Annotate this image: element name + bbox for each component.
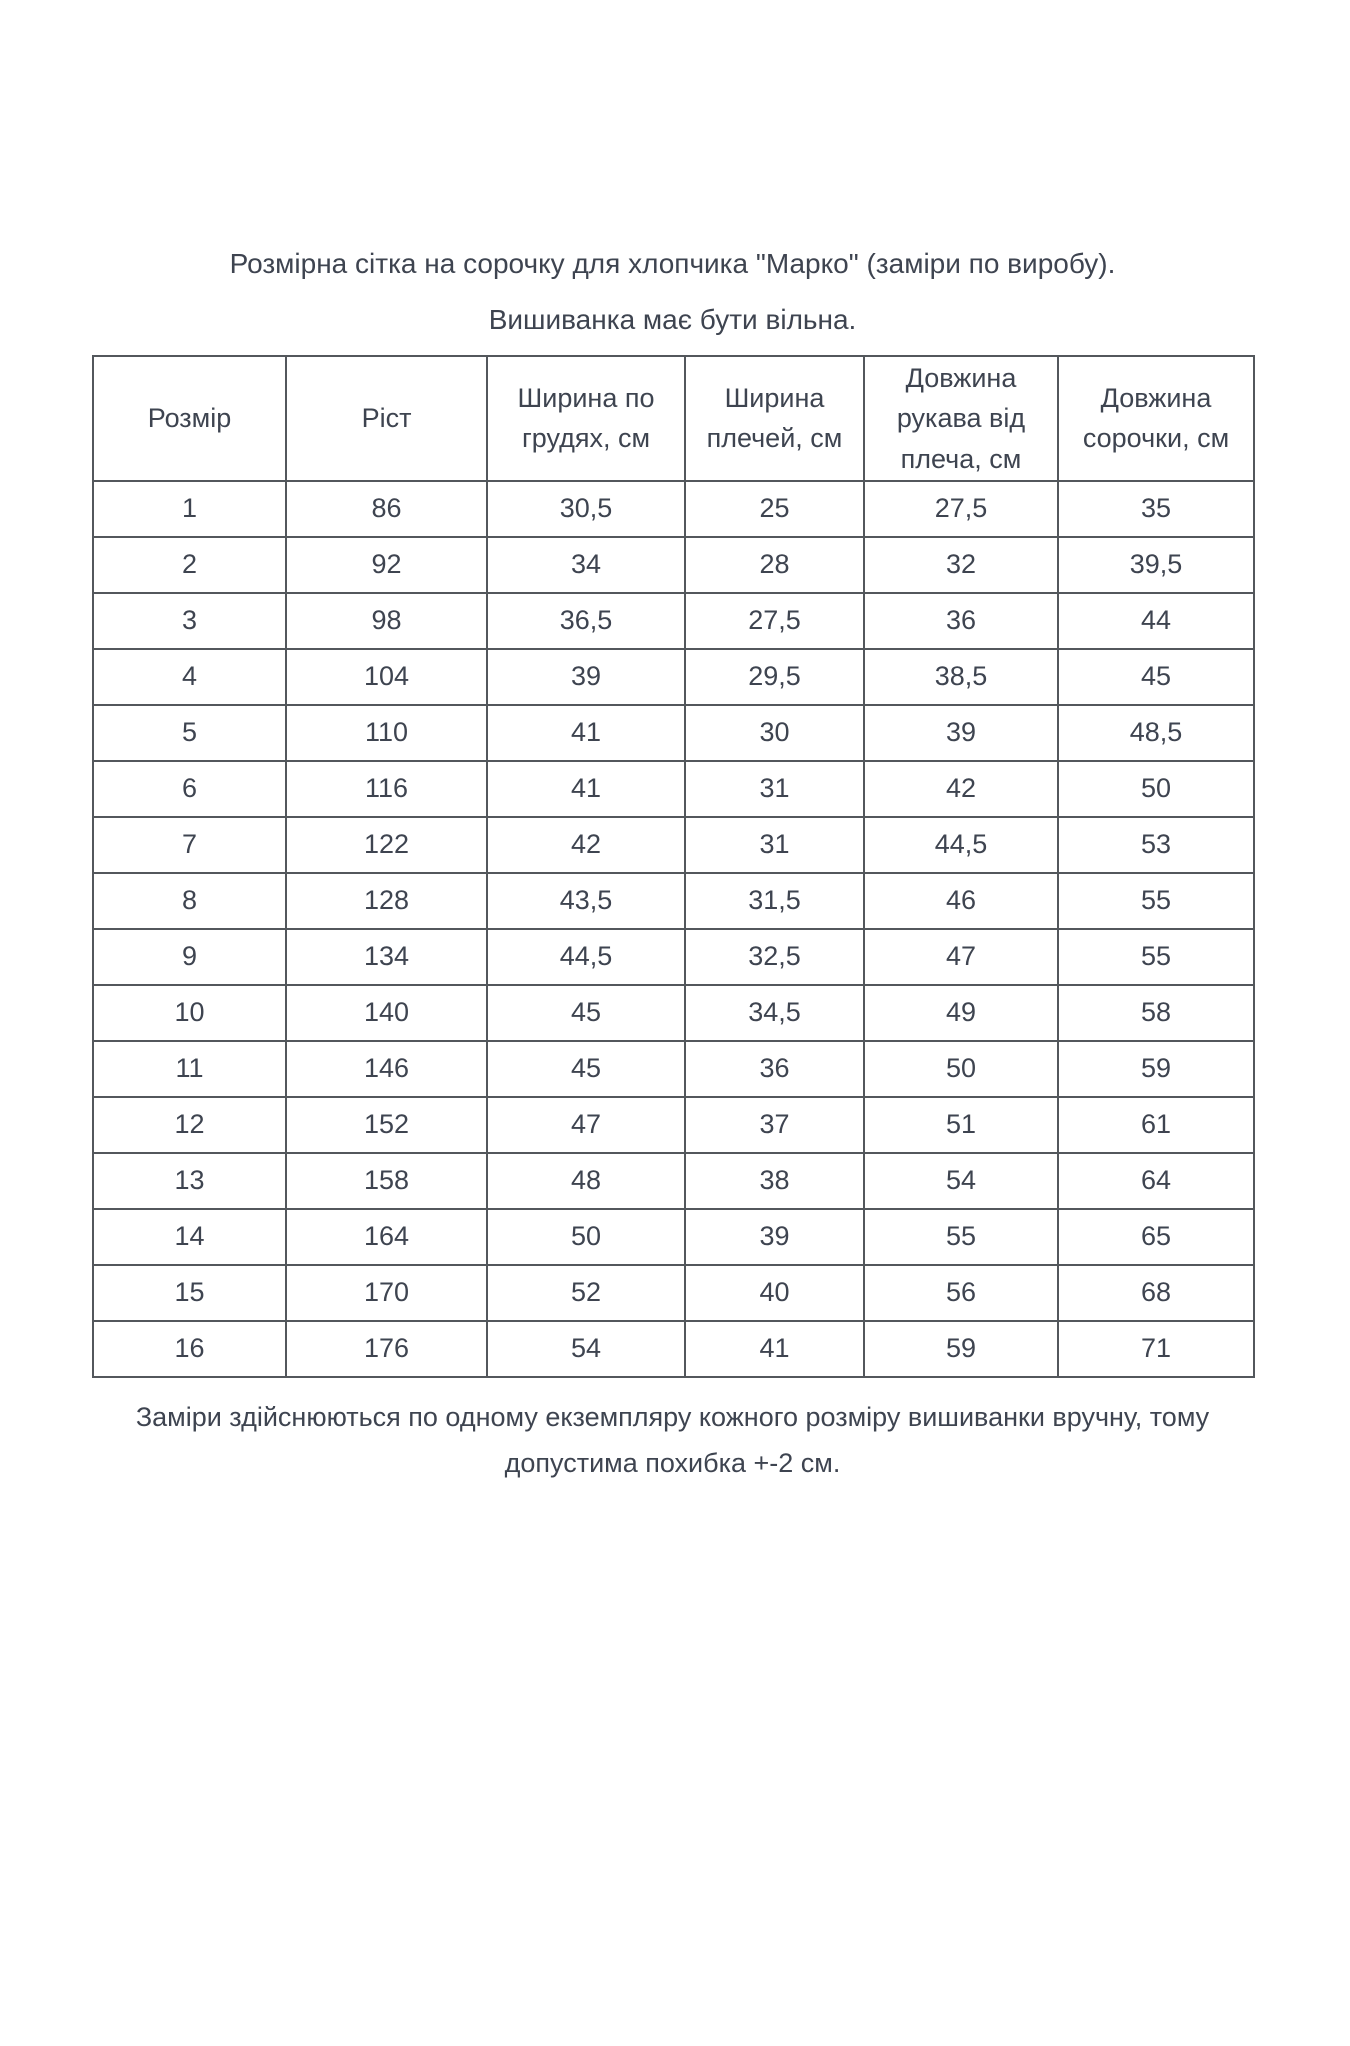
header-row xyxy=(93,356,1254,481)
table-row xyxy=(93,985,1254,1041)
table-cell: 50 xyxy=(1058,761,1254,817)
table-cell: 52 xyxy=(487,1265,685,1321)
table-cell: 4 xyxy=(93,649,286,705)
table-cell: 59 xyxy=(864,1321,1058,1377)
table-row xyxy=(93,929,1254,985)
table-cell: 64 xyxy=(1058,1153,1254,1209)
table-cell: 110 xyxy=(286,705,487,761)
table-cell: 8 xyxy=(93,873,286,929)
table-cell: 9 xyxy=(93,929,286,985)
table-cell: 51 xyxy=(864,1097,1058,1153)
column-header: Ширина по грудях, см xyxy=(487,356,685,481)
table-cell: 92 xyxy=(286,537,487,593)
table-row xyxy=(93,593,1254,649)
table-cell: 15 xyxy=(93,1265,286,1321)
table-cell: 32 xyxy=(864,537,1058,593)
table-cell: 41 xyxy=(685,1321,864,1377)
table-cell: 25 xyxy=(685,481,864,537)
table-row xyxy=(93,873,1254,929)
table-cell: 14 xyxy=(93,1209,286,1265)
table-cell: 42 xyxy=(487,817,685,873)
table-cell: 36,5 xyxy=(487,593,685,649)
table-row xyxy=(93,1265,1254,1321)
table-body xyxy=(93,481,1254,1377)
table-cell: 146 xyxy=(286,1041,487,1097)
table-row xyxy=(93,649,1254,705)
table-cell: 48,5 xyxy=(1058,705,1254,761)
page-subtitle: Вишиванка має бути вільна. xyxy=(488,304,857,336)
table-cell: 38 xyxy=(685,1153,864,1209)
table-cell: 39,5 xyxy=(1058,537,1254,593)
table-cell: 27,5 xyxy=(685,593,864,649)
table-cell: 41 xyxy=(487,705,685,761)
table-cell: 128 xyxy=(286,873,487,929)
table-cell: 45 xyxy=(1058,649,1254,705)
table-cell: 5 xyxy=(93,705,286,761)
table-cell: 61 xyxy=(1058,1097,1254,1153)
table-row xyxy=(93,705,1254,761)
note-line-1: Заміри здійснюються по одному екземпляру кожного розміру вишиванки вручну, тому xyxy=(135,1401,1210,1432)
table-cell: 42 xyxy=(864,761,1058,817)
table-cell: 39 xyxy=(685,1209,864,1265)
table-cell: 45 xyxy=(487,1041,685,1097)
column-header: Розмір xyxy=(93,356,286,481)
table-cell: 30 xyxy=(685,705,864,761)
table-cell: 37 xyxy=(685,1097,864,1153)
table-cell: 7 xyxy=(93,817,286,873)
table-cell: 44 xyxy=(1058,593,1254,649)
table-cell: 28 xyxy=(685,537,864,593)
table-cell: 34 xyxy=(487,537,685,593)
table-cell: 36 xyxy=(685,1041,864,1097)
table-cell: 32,5 xyxy=(685,929,864,985)
table-cell: 43,5 xyxy=(487,873,685,929)
table-cell: 6 xyxy=(93,761,286,817)
table-cell: 31,5 xyxy=(685,873,864,929)
table-cell: 44,5 xyxy=(864,817,1058,873)
table-cell: 140 xyxy=(286,985,487,1041)
table-cell: 10 xyxy=(93,985,286,1041)
table-cell: 3 xyxy=(93,593,286,649)
table-cell: 68 xyxy=(1058,1265,1254,1321)
table-row xyxy=(93,481,1254,537)
table-cell: 1 xyxy=(93,481,286,537)
table-cell: 31 xyxy=(685,761,864,817)
table-cell: 31 xyxy=(685,817,864,873)
table-cell: 164 xyxy=(286,1209,487,1265)
table-cell: 13 xyxy=(93,1153,286,1209)
column-header: Ріст xyxy=(286,356,487,481)
table-cell: 29,5 xyxy=(685,649,864,705)
table-cell: 45 xyxy=(487,985,685,1041)
column-header: Ширина плечей, см xyxy=(685,356,864,481)
table-cell: 58 xyxy=(1058,985,1254,1041)
size-chart-table xyxy=(92,355,1255,1378)
table-cell: 55 xyxy=(1058,873,1254,929)
table-cell: 134 xyxy=(286,929,487,985)
table-row xyxy=(93,1321,1254,1377)
table-row xyxy=(93,537,1254,593)
table-cell: 50 xyxy=(864,1041,1058,1097)
column-header: Довжина сорочки, см xyxy=(1058,356,1254,481)
table-cell: 47 xyxy=(864,929,1058,985)
table-cell: 12 xyxy=(93,1097,286,1153)
table-cell: 44,5 xyxy=(487,929,685,985)
table-cell: 36 xyxy=(864,593,1058,649)
document-sheet xyxy=(92,246,1253,1487)
table-cell: 48 xyxy=(487,1153,685,1209)
table-cell: 50 xyxy=(487,1209,685,1265)
table-cell: 65 xyxy=(1058,1209,1254,1265)
table-cell: 54 xyxy=(487,1321,685,1377)
table-cell: 35 xyxy=(1058,481,1254,537)
note-line-2: допустима похибка +-2 см. xyxy=(504,1448,841,1479)
table-cell: 53 xyxy=(1058,817,1254,873)
table-cell: 2 xyxy=(93,537,286,593)
table-row xyxy=(93,1153,1254,1209)
table-cell: 34,5 xyxy=(685,985,864,1041)
table-row xyxy=(93,1041,1254,1097)
table-cell: 30,5 xyxy=(487,481,685,537)
table-row xyxy=(93,1097,1254,1153)
table-cell: 47 xyxy=(487,1097,685,1153)
table-row xyxy=(93,761,1254,817)
table-cell: 116 xyxy=(286,761,487,817)
table-cell: 86 xyxy=(286,481,487,537)
table-cell: 40 xyxy=(685,1265,864,1321)
table-cell: 56 xyxy=(864,1265,1058,1321)
page-title: Розмірна сітка на сорочку для хлопчика "Марко" (заміри по виробу). xyxy=(229,248,1116,279)
table-cell: 49 xyxy=(864,985,1058,1041)
table-row xyxy=(93,817,1254,873)
table-cell: 158 xyxy=(286,1153,487,1209)
table-row xyxy=(93,1209,1254,1265)
table-cell: 39 xyxy=(487,649,685,705)
table-cell: 55 xyxy=(864,1209,1058,1265)
table-cell: 39 xyxy=(864,705,1058,761)
table-cell: 176 xyxy=(286,1321,487,1377)
measurement-note xyxy=(92,1394,1253,1487)
table-cell: 54 xyxy=(864,1153,1058,1209)
table-cell: 46 xyxy=(864,873,1058,929)
column-header: Довжина рукава від плеча, см xyxy=(864,356,1058,481)
table-cell: 170 xyxy=(286,1265,487,1321)
table-cell: 41 xyxy=(487,761,685,817)
table-cell: 152 xyxy=(286,1097,487,1153)
table-cell: 38,5 xyxy=(864,649,1058,705)
table-cell: 55 xyxy=(1058,929,1254,985)
table-cell: 71 xyxy=(1058,1321,1254,1377)
table-cell: 59 xyxy=(1058,1041,1254,1097)
table-cell: 122 xyxy=(286,817,487,873)
table-cell: 98 xyxy=(286,593,487,649)
table-cell: 16 xyxy=(93,1321,286,1377)
table-cell: 11 xyxy=(93,1041,286,1097)
table-cell: 104 xyxy=(286,649,487,705)
table-cell: 27,5 xyxy=(864,481,1058,537)
